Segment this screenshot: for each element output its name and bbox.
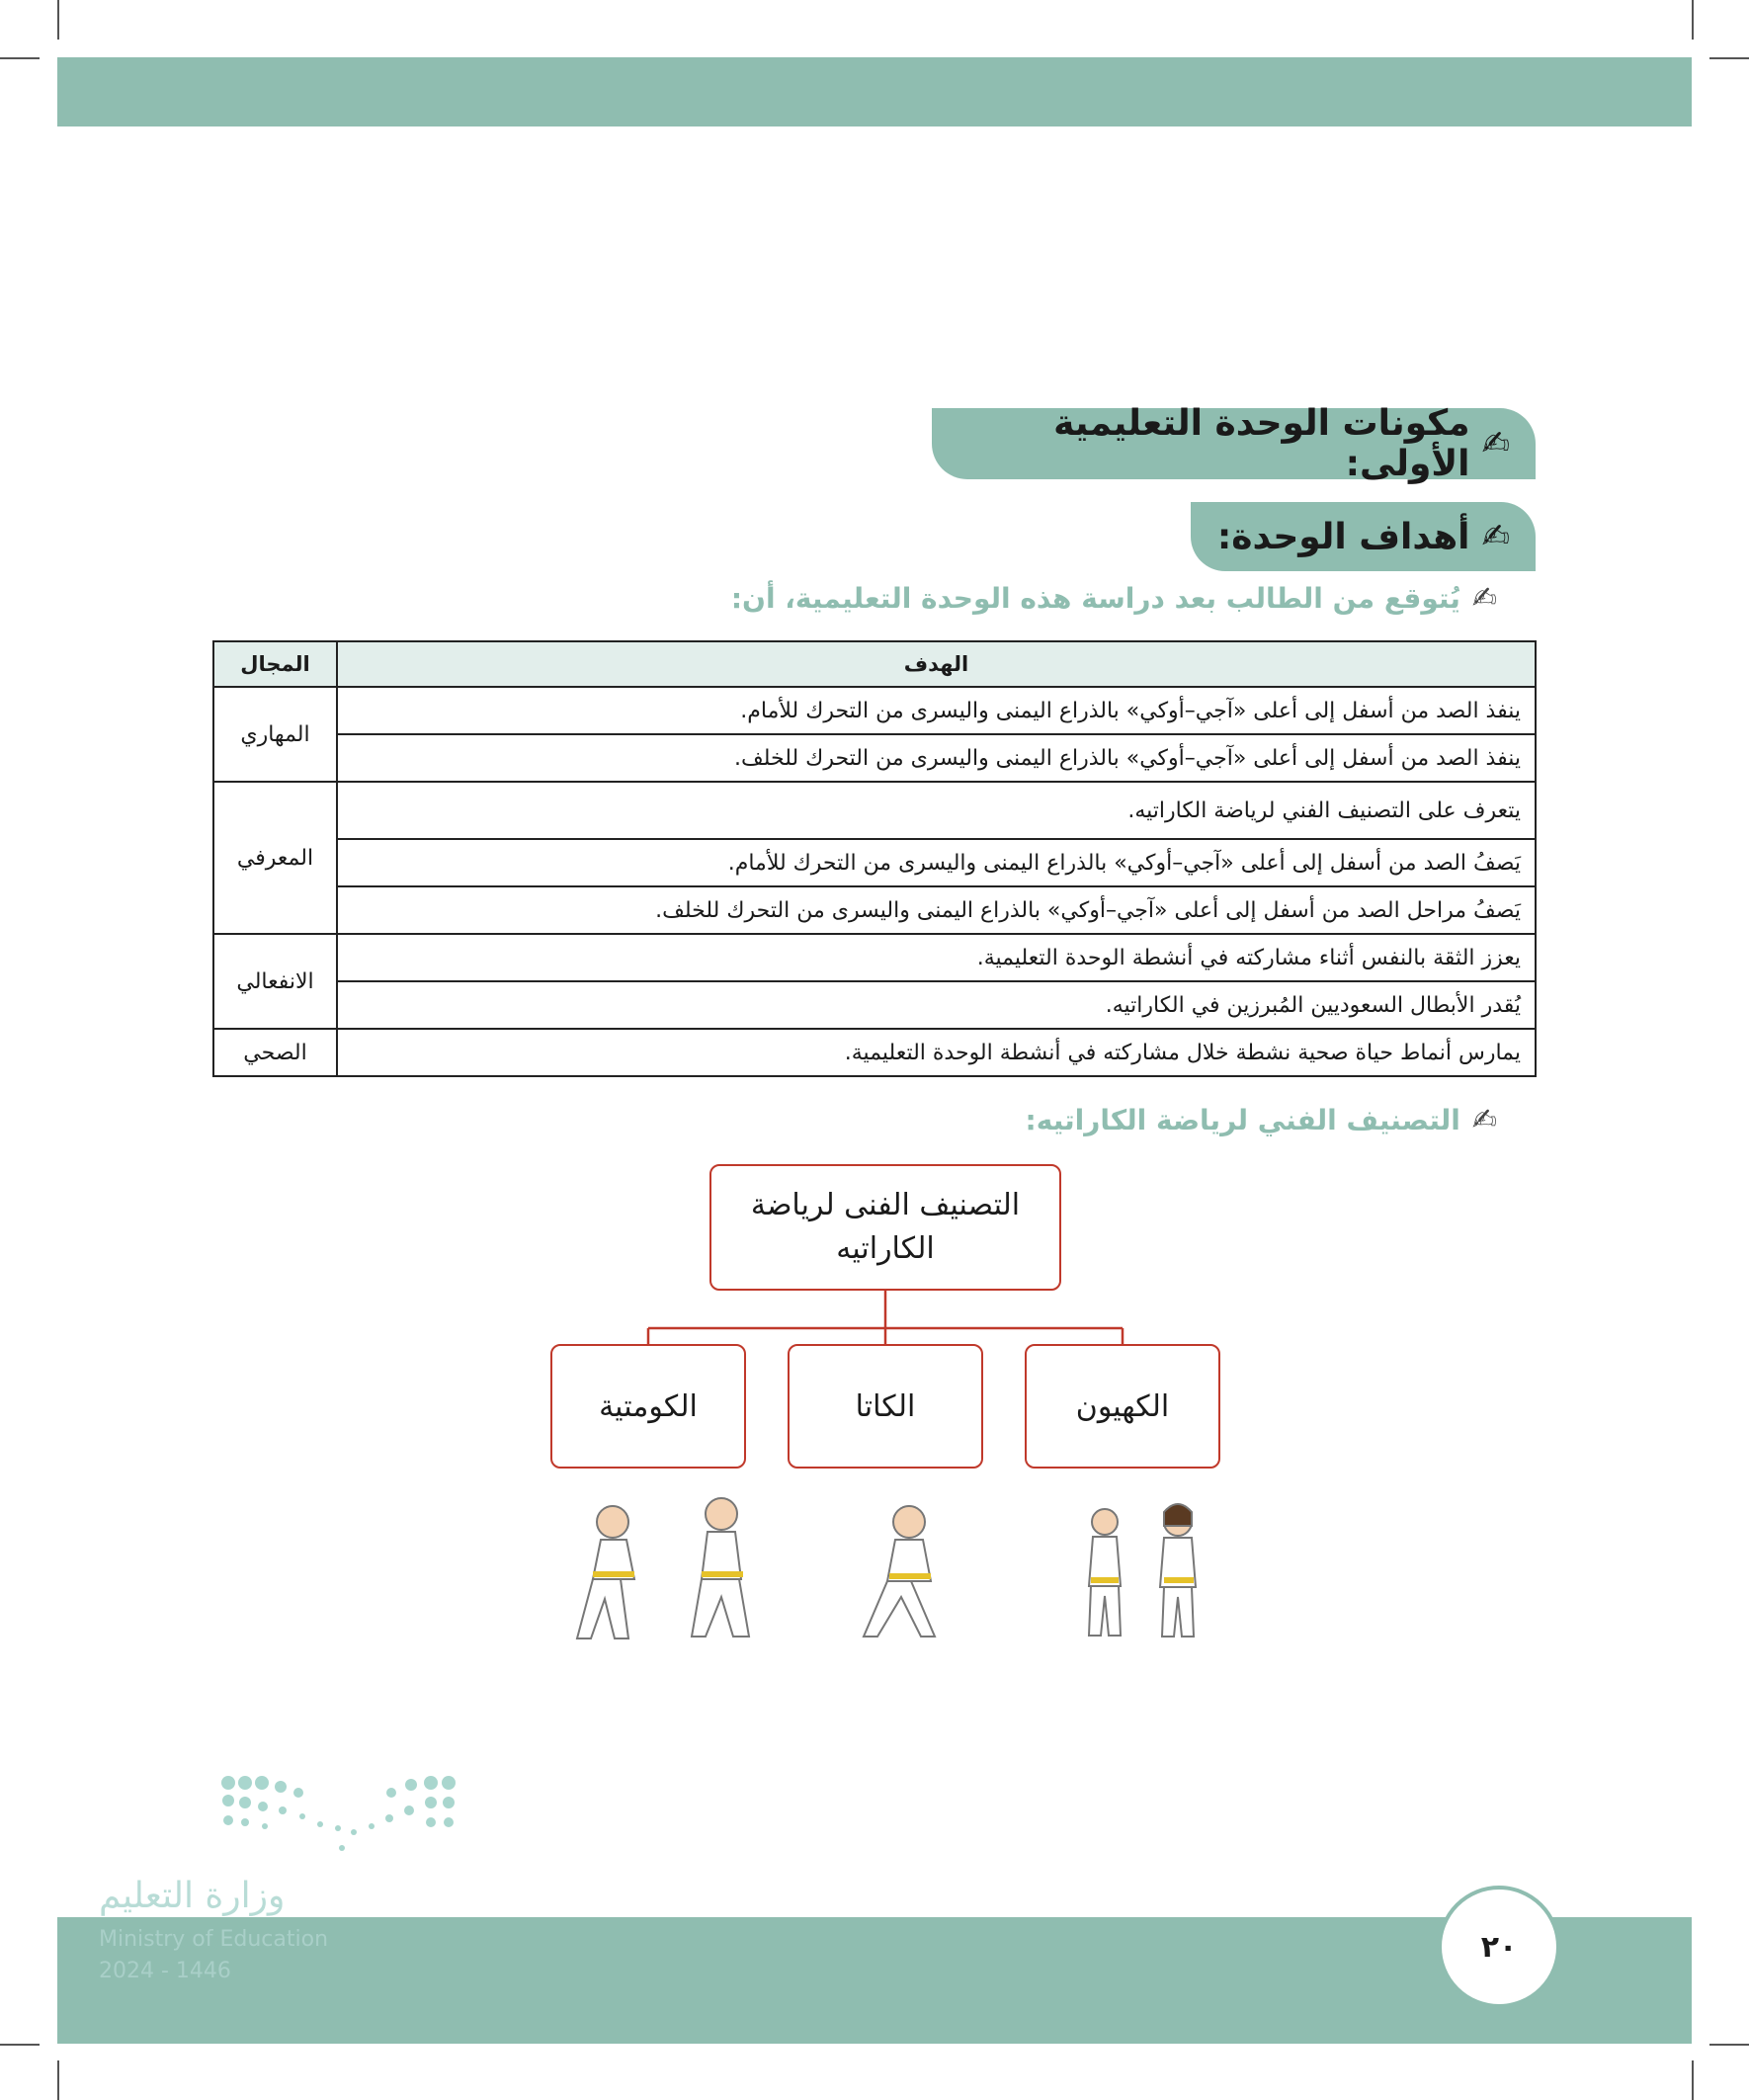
expected-text: يُتوقع من الطالب بعد دراسة هذه الوحدة التعليمية، أن: bbox=[730, 582, 1460, 615]
pen-icon: ✍ bbox=[1481, 424, 1510, 463]
classification-text: التصنيف الفني لرياضة الكاراتيه: bbox=[1025, 1104, 1460, 1136]
goal-cell: يَصفُ الصد من أسفل إلى أعلى «آجي–أوكي» بالذراع اليمنى واليسرى من التحرك للأمام. bbox=[337, 839, 1536, 886]
diagram-kihon-box: الكهيون bbox=[1025, 1344, 1220, 1469]
pen-icon: ✍ bbox=[1471, 581, 1497, 616]
kumite-fighter-right bbox=[692, 1498, 749, 1637]
goal-column-header: الهدف bbox=[337, 641, 1536, 687]
kihon-figure-girl bbox=[1160, 1504, 1196, 1637]
pen-icon: ✍ bbox=[1481, 517, 1510, 556]
kumite-fighter-left bbox=[577, 1506, 634, 1638]
goal-cell: يُقدر الأبطال السعوديين المُبرزين في الكاراتيه. bbox=[337, 981, 1536, 1029]
domain-cell-skill: المهاري bbox=[213, 687, 337, 782]
karate-figures-illustration bbox=[563, 1492, 1235, 1670]
goal-cell: يعزز الثقة بالنفس أثناء مشاركته في أنشطة الوحدة التعليمية. bbox=[337, 934, 1536, 981]
goal-cell: يتعرف على التصنيف الفني لرياضة الكاراتيه. bbox=[337, 782, 1536, 839]
ministry-year: 2024 - 1446 bbox=[99, 1959, 231, 1983]
diagram-kumite-box: الكومتية bbox=[550, 1344, 746, 1469]
domain-cell-affective: الانفعالي bbox=[213, 934, 337, 1029]
ministry-logo-dots bbox=[95, 1769, 470, 1868]
ministry-name-ar: وزارة التعليم bbox=[99, 1876, 286, 1916]
goal-cell: ينفذ الصد من أسفل إلى أعلى «آجي–أوكي» بالذراع اليمنى واليسرى من التحرك للخلف. bbox=[337, 734, 1536, 782]
ministry-name-en: Ministry of Education bbox=[99, 1927, 329, 1952]
unit-goals-title: أهداف الوحدة: bbox=[1216, 516, 1470, 557]
goal-cell: يمارس أنماط حياة صحية نشطة خلال مشاركته في أنشطة الوحدة التعليمية. bbox=[337, 1029, 1536, 1076]
unit-components-title: مكونات الوحدة التعليمية الأولى: bbox=[1053, 403, 1470, 484]
goal-cell: يَصفُ مراحل الصد من أسفل إلى أعلى «آجي–أوكي» بالذراع اليمنى واليسرى من التحرك للخلف. bbox=[337, 886, 1536, 934]
goal-cell: ينفذ الصد من أسفل إلى أعلى «آجي–أوكي» بالذراع اليمنى واليسرى من التحرك للأمام. bbox=[337, 687, 1536, 734]
domain-column-header: المجال bbox=[213, 641, 337, 687]
domain-cell-cognitive: المعرفي bbox=[213, 782, 337, 934]
diagram-kata-box: الكاتا bbox=[788, 1344, 983, 1469]
kihon-figure-boy bbox=[1089, 1509, 1121, 1636]
domain-cell-health: الصحي bbox=[213, 1029, 337, 1076]
pen-icon: ✍ bbox=[1471, 1103, 1497, 1137]
diagram-root-box: التصنيف الفنى لرياضة الكاراتيه bbox=[709, 1164, 1061, 1291]
page-number: ٢٠ bbox=[1438, 1886, 1560, 2008]
kata-figure bbox=[864, 1506, 935, 1637]
